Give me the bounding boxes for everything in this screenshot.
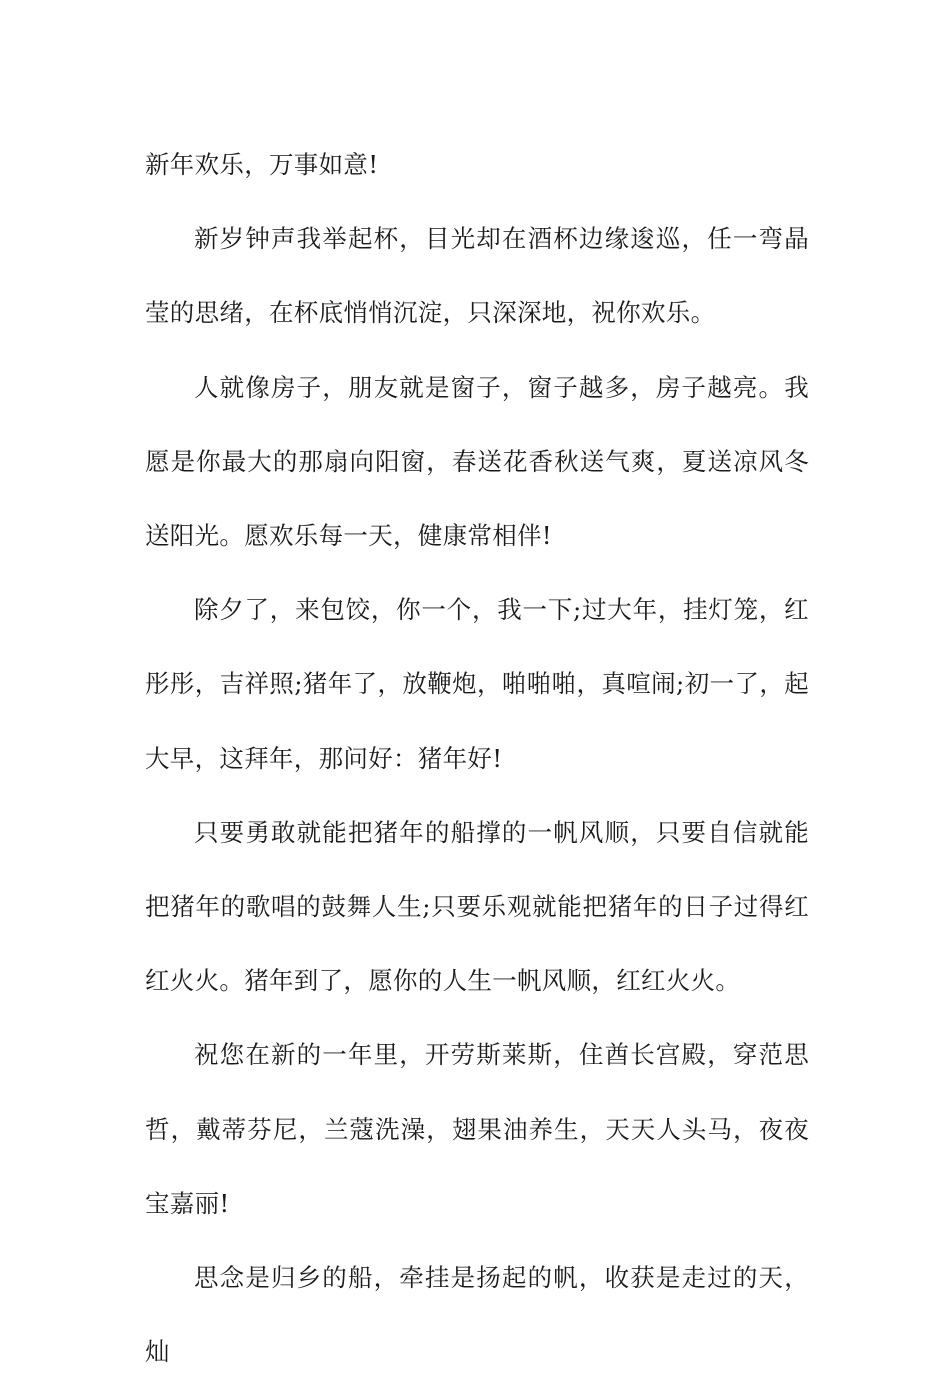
paragraph-3: 人就像房子，朋友就是窗子，窗子越多，房子越亮。我愿是你最大的那扇向阳窗，春送花香秋送气爽，夏送凉风冬送阳光。愿欢乐每一天，健康常相伴! [145, 372, 809, 551]
paragraph-4: 除夕了，来包饺，你一个，我一下;过大年，挂灯笼，红彤彤，吉祥照;猪年了，放鞭炮，啪啪啪，真喧闹;初一了，起大早，这拜年，那问好：猪年好! [145, 595, 809, 773]
paragraph-7: 思念是归乡的船，牵挂是扬起的帆，收获是走过的天，灿 [145, 1263, 809, 1367]
paragraph-1: 新年欢乐，万事如意! [145, 150, 379, 179]
document-body [145, 128, 809, 1389]
paragraph-2: 新岁钟声我举起杯，目光却在酒杯边缘逡巡，任一弯晶莹的思绪，在杯底悄悄沉淀，只深深地，祝你欢乐。 [145, 224, 809, 328]
paragraph-5: 只要勇敢就能把猪年的船撑的一帆风顺，只要自信就能把猪年的歌唱的鼓舞人生;只要乐观就能把猪年的日子过得红红火火。猪年到了，愿你的人生一帆风顺，红红火火。 [145, 817, 809, 996]
paragraph-6: 祝您在新的一年里，开劳斯莱斯，住酋长宫殿，穿范思哲，戴蒂芬尼，兰蔻洗澡，翅果油养生，天天人头马，夜夜宝嘉丽! [145, 1040, 809, 1218]
